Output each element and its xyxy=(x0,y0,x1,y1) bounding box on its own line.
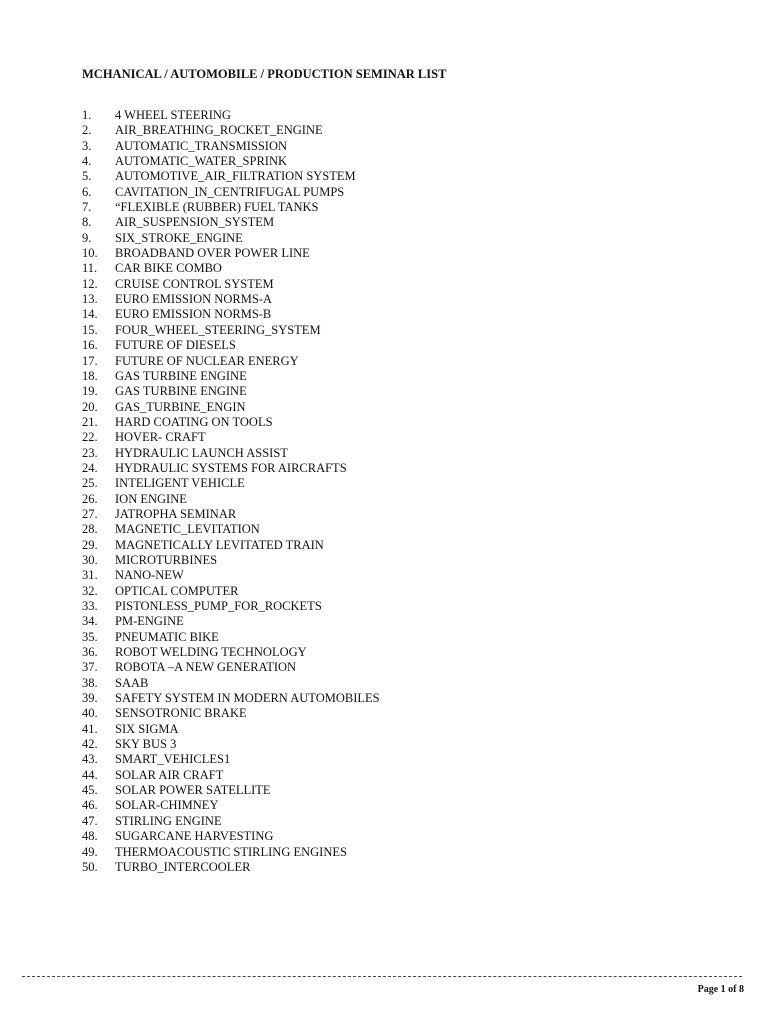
list-item-title: BROADBAND OVER POWER LINE xyxy=(115,246,310,261)
list-item-title: SIX SIGMA xyxy=(115,721,179,736)
list-item-number: 34. xyxy=(82,614,98,629)
list-item-number: 24. xyxy=(82,460,98,475)
list-item-number: 11. xyxy=(82,261,98,276)
list-item-title: FUTURE OF DIESELS xyxy=(115,338,236,353)
list-item xyxy=(82,430,380,445)
list-item-number: 43. xyxy=(82,752,98,767)
list-item xyxy=(82,860,380,875)
list-item xyxy=(82,400,380,415)
list-item-number: 4. xyxy=(82,154,92,169)
list-item xyxy=(82,492,380,507)
list-item-number: 9. xyxy=(82,230,92,245)
list-item-title: HYDRAULIC LAUNCH ASSIST xyxy=(115,445,288,460)
page-number: Page 1 of 8 xyxy=(697,984,744,995)
list-item-number: 47. xyxy=(82,813,98,828)
list-item-number: 29. xyxy=(82,537,98,552)
list-item-title: THERMOACOUSTIC STIRLING ENGINES xyxy=(115,844,347,859)
list-item-title: HOVER- CRAFT xyxy=(115,430,206,445)
list-item-number: 17. xyxy=(82,353,98,368)
list-item xyxy=(82,461,380,476)
list-item xyxy=(82,752,380,767)
list-item-title: PNEUMATIC BIKE xyxy=(115,629,219,644)
list-item-title: MICROTURBINES xyxy=(115,552,218,567)
list-item xyxy=(82,507,380,522)
list-item xyxy=(82,645,380,660)
list-item-number: 20. xyxy=(82,399,98,414)
list-item-number: 1. xyxy=(82,108,92,122)
list-item xyxy=(82,215,380,230)
list-item-title: CAVITATION_IN_CENTRIFUGAL PUMPS xyxy=(115,184,345,199)
list-item xyxy=(82,829,380,844)
list-item-title: HYDRAULIC SYSTEMS FOR AIRCRAFTS xyxy=(115,460,347,475)
list-item-number: 32. xyxy=(82,583,98,598)
list-item-title: EURO EMISSION NORMS-B xyxy=(115,307,272,322)
list-item-number: 19. xyxy=(82,384,98,399)
list-item-title: SAFETY SYSTEM IN MODERN AUTOMOBILES xyxy=(115,691,380,706)
list-item-title: SKY BUS 3 xyxy=(115,737,177,752)
list-item xyxy=(82,307,380,322)
list-item xyxy=(82,200,380,215)
list-item-number: 45. xyxy=(82,783,98,798)
list-item-number: 48. xyxy=(82,829,98,844)
list-item-title: PISTONLESS_PUMP_FOR_ROCKETS xyxy=(115,599,322,613)
list-item xyxy=(82,691,380,706)
list-item xyxy=(82,169,380,184)
list-item-title: PM-ENGINE xyxy=(115,614,184,629)
list-item xyxy=(82,139,380,154)
list-item-title: SUGARCANE HARVESTING xyxy=(115,829,274,844)
list-item xyxy=(82,338,380,353)
list-item-title: AUTOMATIC_TRANSMISSION xyxy=(115,138,288,153)
list-item-number: 50. xyxy=(82,859,98,874)
list-item-title: FOUR_WHEEL_STEERING_SYSTEM xyxy=(115,322,321,337)
list-item-title: STIRLING ENGINE xyxy=(115,813,222,828)
list-item-title: NANO-NEW xyxy=(115,568,184,583)
list-item-number: 2. xyxy=(82,123,92,138)
list-item-title: GAS TURBINE ENGINE xyxy=(115,384,247,399)
list-item-title: CAR BIKE COMBO xyxy=(115,261,222,276)
list-item xyxy=(82,798,380,813)
list-item-title: EURO EMISSION NORMS-A xyxy=(115,292,272,307)
list-item-title: SIX_STROKE_ENGINE xyxy=(115,230,243,245)
list-item-number: 12. xyxy=(82,276,98,291)
list-item xyxy=(82,231,380,246)
list-item-number: 21. xyxy=(82,414,98,429)
list-item-title: MAGNETIC_LEVITATION xyxy=(115,522,260,537)
list-item-number: 15. xyxy=(82,322,98,337)
list-item-title: HARD COATING ON TOOLS xyxy=(115,414,273,429)
list-item-number: 41. xyxy=(82,721,98,736)
list-item xyxy=(82,568,380,583)
list-item-number: 39. xyxy=(82,691,98,706)
list-item-number: 49. xyxy=(82,844,98,859)
list-item-number: 28. xyxy=(82,522,98,537)
list-item-number: 6. xyxy=(82,184,92,199)
list-item-title: SOLAR AIR CRAFT xyxy=(115,767,224,782)
list-item-number: 38. xyxy=(82,675,98,690)
list-item xyxy=(82,292,380,307)
list-item-title: SOLAR POWER SATELLITE xyxy=(115,783,271,798)
list-item-number: 5. xyxy=(82,169,92,184)
list-item-title: SENSOTRONIC BRAKE xyxy=(115,706,247,721)
footer-divider xyxy=(22,976,742,977)
list-item-title: ROBOT WELDING TECHNOLOGY xyxy=(115,645,307,660)
list-item-number: 33. xyxy=(82,599,98,613)
list-item xyxy=(82,185,380,200)
list-item-title: “FLEXIBLE (RUBBER) FUEL TANKS xyxy=(115,200,319,215)
list-item-title: SAAB xyxy=(115,675,149,690)
list-item-title: SMART_VEHICLES1 xyxy=(115,752,231,767)
list-item xyxy=(82,722,380,737)
list-item-number: 36. xyxy=(82,645,98,660)
list-item-title: SOLAR-CHIMNEY xyxy=(115,798,219,813)
list-item xyxy=(82,522,380,537)
list-item-number: 8. xyxy=(82,215,92,230)
list-item-number: 10. xyxy=(82,246,98,261)
list-item xyxy=(82,768,380,783)
list-item xyxy=(82,369,380,384)
list-item-title: FUTURE OF NUCLEAR ENERGY xyxy=(115,353,299,368)
list-item-number: 14. xyxy=(82,307,98,322)
list-item-number: 16. xyxy=(82,338,98,353)
list-item-number: 7. xyxy=(82,200,92,215)
list-item-title: CRUISE CONTROL SYSTEM xyxy=(115,276,274,291)
list-item xyxy=(82,354,380,369)
list-item-title: MAGNETICALLY LEVITATED TRAIN xyxy=(115,537,324,552)
list-item xyxy=(82,553,380,568)
list-item xyxy=(82,538,380,553)
list-item-title: AIR_BREATHING_ROCKET_ENGINE xyxy=(115,123,323,138)
list-item xyxy=(82,599,380,614)
list-item-title: 4 WHEEL STEERING xyxy=(115,108,231,122)
list-item-number: 42. xyxy=(82,737,98,752)
list-item-number: 46. xyxy=(82,798,98,813)
list-item-number: 30. xyxy=(82,552,98,567)
list-item xyxy=(82,584,380,599)
list-item-number: 31. xyxy=(82,568,98,583)
list-item xyxy=(82,246,380,261)
list-item xyxy=(82,154,380,169)
list-item-number: 18. xyxy=(82,368,98,383)
list-item xyxy=(82,706,380,721)
list-item-title: ROBOTA –A NEW GENERATION xyxy=(115,660,297,675)
list-item xyxy=(82,845,380,860)
list-item xyxy=(82,277,380,292)
list-item-title: GAS TURBINE ENGINE xyxy=(115,368,247,383)
list-item xyxy=(82,476,380,491)
list-item-number: 3. xyxy=(82,138,92,153)
list-item-number: 22. xyxy=(82,430,98,445)
list-item xyxy=(82,261,380,276)
list-item-number: 26. xyxy=(82,491,98,506)
list-item xyxy=(82,446,380,461)
list-item-number: 23. xyxy=(82,445,98,460)
list-item-number: 35. xyxy=(82,629,98,644)
list-item xyxy=(82,384,380,399)
list-item-number: 40. xyxy=(82,706,98,721)
list-item-number: 13. xyxy=(82,292,98,307)
list-item xyxy=(82,323,380,338)
list-item xyxy=(82,123,380,138)
list-item-title: JATROPHA SEMINAR xyxy=(115,506,237,521)
list-item xyxy=(82,660,380,675)
list-item-number: 37. xyxy=(82,660,98,675)
list-item-title: ION ENGINE xyxy=(115,491,187,506)
list-item-title: INTELIGENT VEHICLE xyxy=(115,476,245,491)
page-title: MCHANICAL / AUTOMOBILE / PRODUCTION SEMINAR LIST xyxy=(82,67,447,81)
list-item-title: AUTOMOTIVE_AIR_FILTRATION SYSTEM xyxy=(115,169,356,184)
list-item xyxy=(82,630,380,645)
list-item xyxy=(82,108,380,123)
list-item xyxy=(82,614,380,629)
list-item-title: AUTOMATIC_WATER_SPRINK xyxy=(115,154,288,169)
list-item-title: OPTICAL COMPUTER xyxy=(115,583,239,598)
seminar-list xyxy=(82,108,380,875)
list-item xyxy=(82,415,380,430)
list-item xyxy=(82,676,380,691)
list-item xyxy=(82,737,380,752)
list-item-title: AIR_SUSPENSION_SYSTEM xyxy=(115,215,275,230)
list-item-number: 25. xyxy=(82,476,98,491)
list-item xyxy=(82,783,380,798)
list-item-number: 44. xyxy=(82,767,98,782)
list-item-title: TURBO_INTERCOOLER xyxy=(115,859,251,874)
list-item xyxy=(82,814,380,829)
list-item-title: GAS_TURBINE_ENGIN xyxy=(115,399,246,414)
list-item-number: 27. xyxy=(82,506,98,521)
